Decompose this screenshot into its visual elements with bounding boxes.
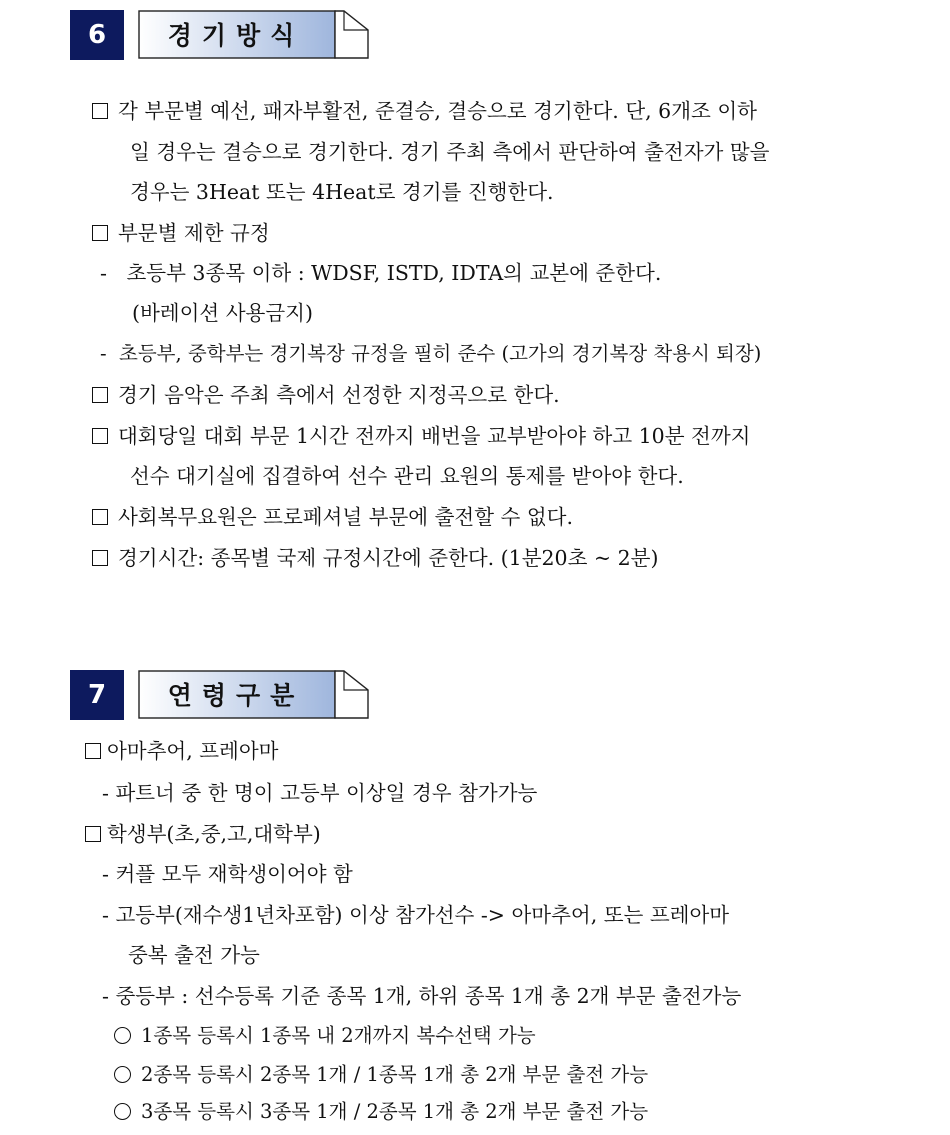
student-item-3: - 중등부 : 선수등록 기준 종목 1개, 하위 종목 1개 총 2개 부문 출전가능	[102, 984, 742, 1008]
amateur-item-1: - 파트너 중 한 명이 고등부 이상일 경우 참가가능	[102, 781, 538, 805]
checkbox-square-icon	[92, 428, 108, 444]
sub-item-2: 2종목 등록시 2종목 1개 / 1종목 1개 총 2개 부문 출전 가능	[114, 1060, 648, 1090]
sub-item-3: 3종목 등록시 3종목 1개 / 2종목 1개 총 2개 부문 출전 가능	[114, 1097, 648, 1127]
section-title-box	[138, 670, 368, 718]
social-service-item: 사회복무요원은 프로페셔널 부문에 출전할 수 없다.	[92, 502, 573, 532]
rules-item-1-note: (바레이션 사용금지)	[132, 301, 313, 325]
checkbox-square-icon	[85, 826, 101, 842]
student-item-2: - 고등부(재수생1년차포함) 이상 참가선수 -> 아마추어, 또는 프레아마	[102, 903, 730, 927]
student-heading: 학생부(초,중,고,대학부)	[85, 819, 321, 849]
section-7-header	[70, 668, 370, 722]
format-line-1: 각 부문별 예선, 패자부활전, 준결승, 결승으로 경기한다. 단, 6개조 이하	[92, 96, 882, 126]
circle-bullet-icon	[114, 1066, 131, 1083]
student-item-2-cont: 중복 출전 가능	[128, 943, 260, 967]
section-number: 7	[70, 670, 124, 720]
sub-item-1: 1종목 등록시 1종목 내 2개까지 복수선택 가능	[114, 1021, 536, 1051]
format-line-2: 일 경우는 결승으로 경기한다. 경기 주최 측에서 판단하여 출전자가 많을	[130, 140, 770, 164]
section-title-box	[138, 10, 368, 58]
rules-item-1: - 초등부 3종목 이하 : WDSF, ISTD, IDTA의 교본에 준한다.	[100, 261, 662, 285]
number-line-1: 대회당일 대회 부문 1시간 전까지 배번을 교부받아야 하고 10분 전까지	[92, 421, 882, 451]
format-line-3: 경우는 3Heat 또는 4Heat로 경기를 진행한다.	[130, 180, 554, 204]
amateur-heading: 아마추어, 프레아마	[85, 736, 278, 766]
checkbox-square-icon	[92, 225, 108, 241]
checkbox-square-icon	[92, 509, 108, 525]
circle-bullet-icon	[114, 1027, 131, 1044]
circle-bullet-icon	[114, 1103, 131, 1120]
music-item: 경기 음악은 주최 측에서 선정한 지정곡으로 한다.	[92, 380, 560, 410]
rules-item-2: - 초등부, 중학부는 경기복장 규정을 필히 준수 (고가의 경기복장 착용시 퇴장)	[100, 342, 762, 365]
checkbox-square-icon	[92, 387, 108, 403]
section-6-header	[70, 8, 370, 62]
checkbox-square-icon	[92, 103, 108, 119]
time-item: 경기시간: 종목별 국제 규정시간에 준한다. (1분20초 ~ 2분)	[92, 543, 658, 573]
student-item-1: - 커플 모두 재학생이어야 함	[102, 862, 353, 886]
checkbox-square-icon	[92, 550, 108, 566]
section-title: 연령구분	[167, 681, 305, 710]
number-line-2: 선수 대기실에 집결하여 선수 관리 요원의 통제를 받아야 한다.	[130, 464, 684, 488]
section-number: 6	[70, 10, 124, 60]
checkbox-square-icon	[85, 743, 101, 759]
rules-heading: 부문별 제한 규정	[92, 218, 270, 248]
section-title: 경기방식	[167, 21, 305, 50]
